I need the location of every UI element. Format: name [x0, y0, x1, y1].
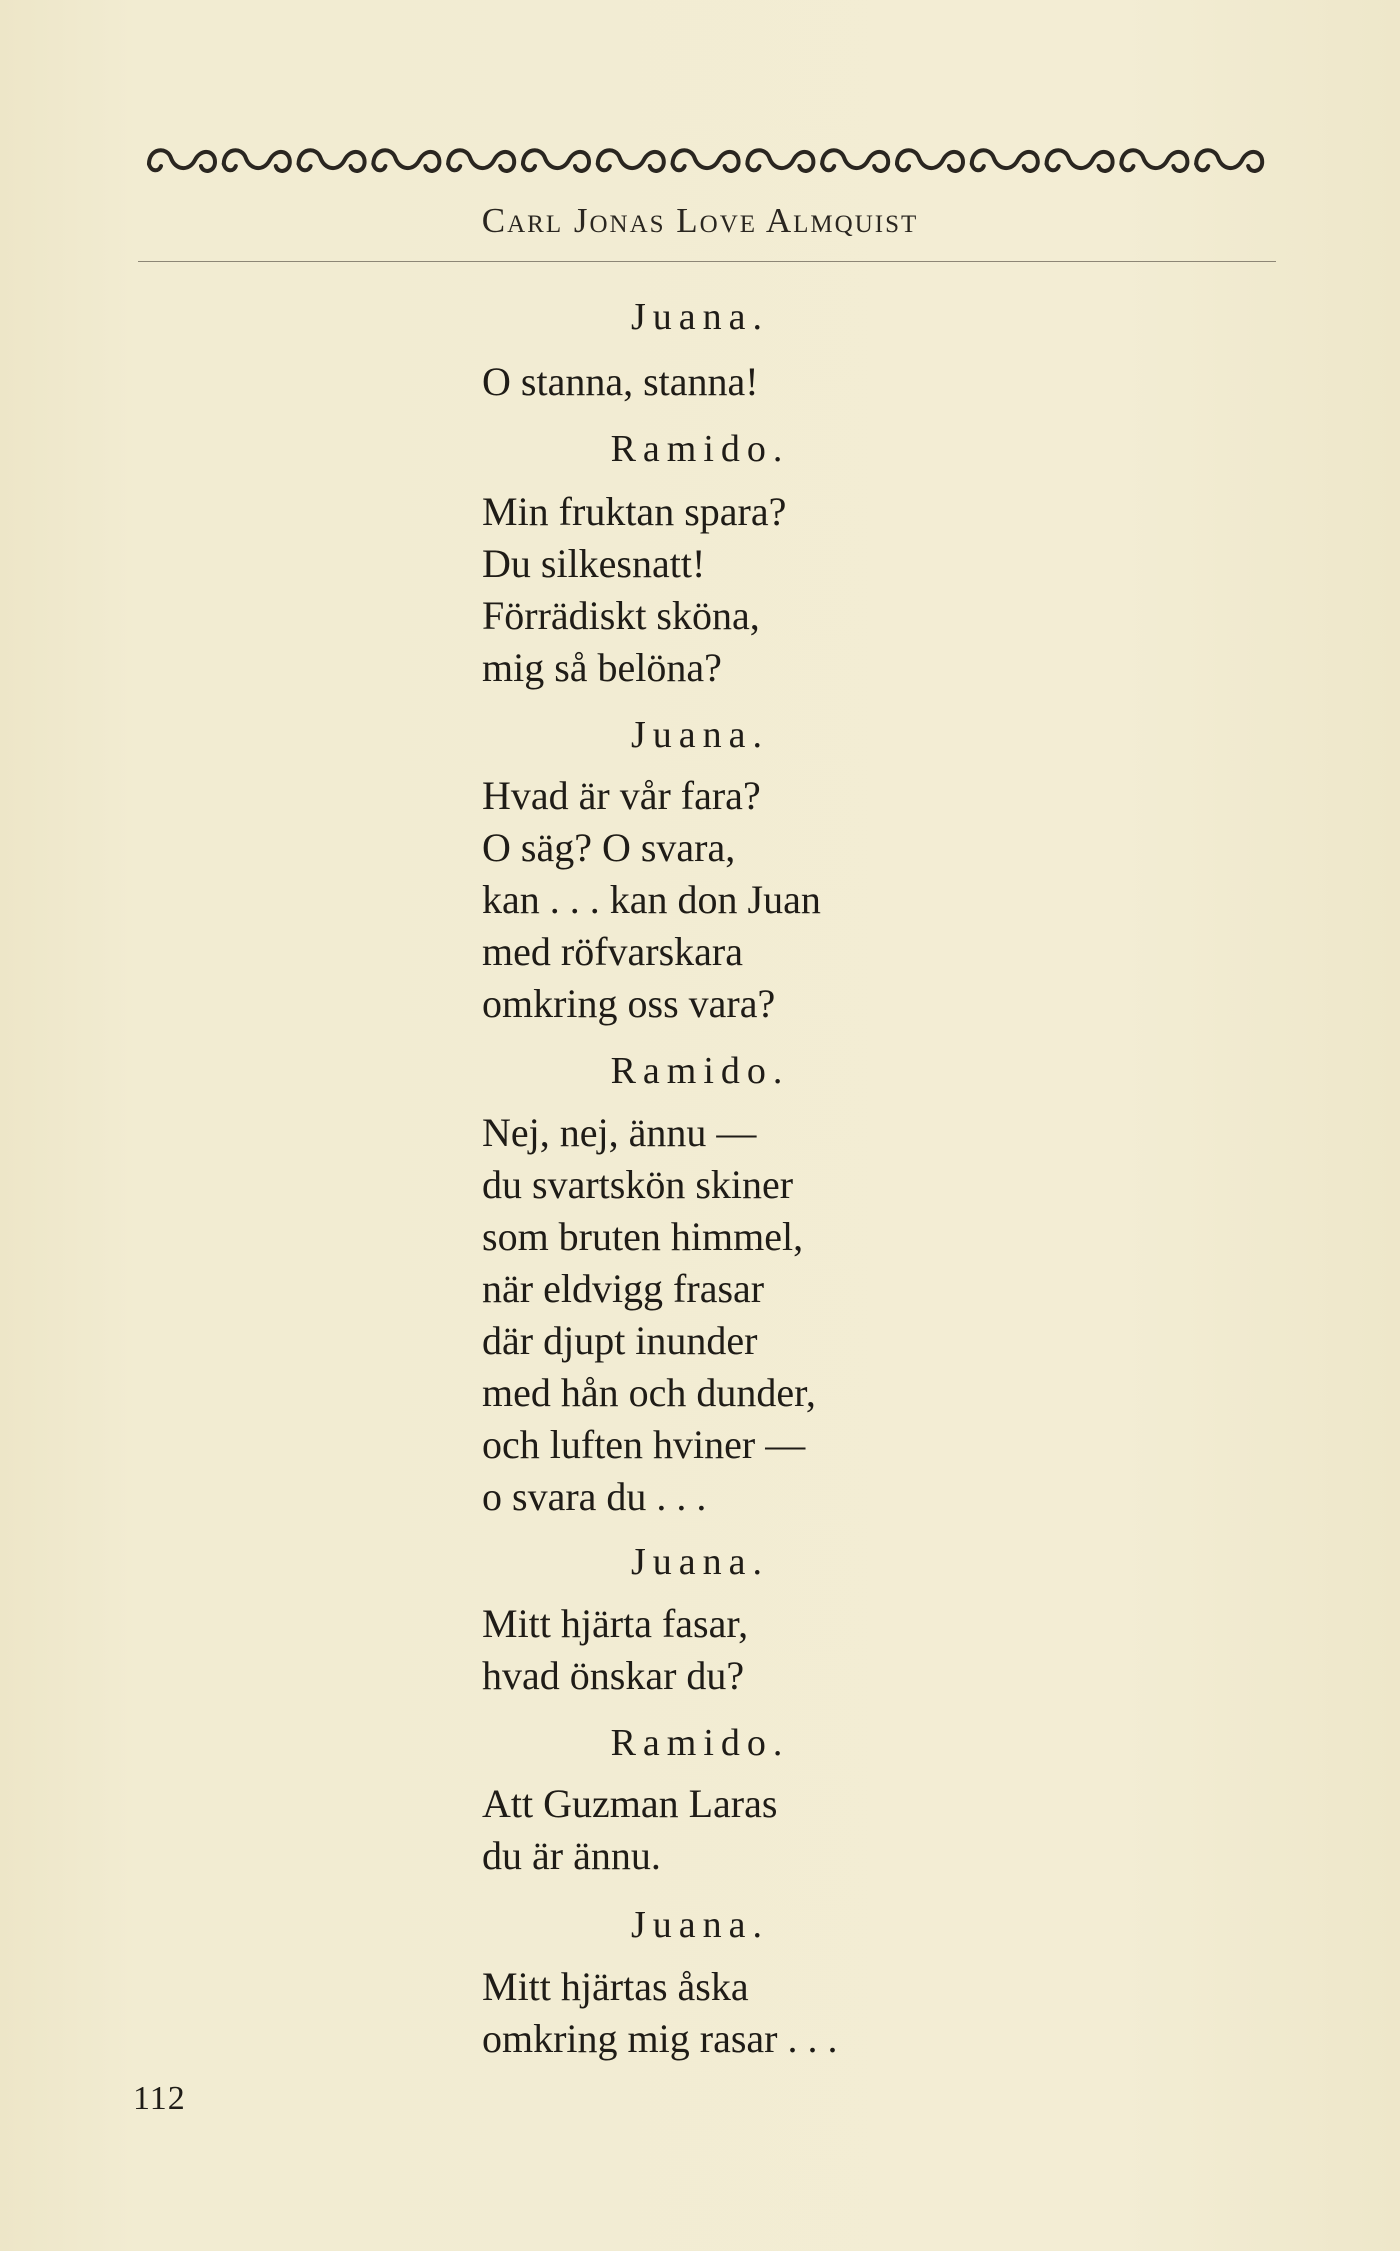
ornament-curl: [224, 164, 236, 170]
speaker-name: Ramido.: [610, 1050, 790, 1092]
ornament-curl: [523, 164, 535, 170]
verse-line: Förrädiskt sköna,: [482, 593, 760, 638]
wave-scroll-ornament-icon: [145, 140, 1267, 180]
verse-line: Mitt hjärta fasar,: [482, 1601, 749, 1646]
speaker-name: Juana.: [630, 1904, 770, 1946]
verse-line: O stanna, stanna!: [482, 359, 759, 404]
verse-line: Hvad är vår fara?: [482, 773, 761, 818]
speaker-name: Ramido.: [610, 1722, 790, 1764]
verse-line: omkring mig rasar . . .: [482, 2016, 838, 2061]
verse-line: och luften hviner —: [482, 1422, 806, 1467]
verse-line: omkring oss vara?: [482, 981, 776, 1026]
verse-line: med röfvarskara: [482, 929, 743, 974]
verse-line: Min fruktan spara?: [482, 489, 787, 534]
ornament-curl: [299, 164, 311, 170]
verse-line: när eldvigg frasar: [482, 1266, 765, 1311]
ornament-curl: [747, 164, 759, 170]
speaker-name: Juana.: [630, 296, 770, 338]
verse-line: o svara du . . .: [482, 1474, 707, 1519]
verse-line: Du silkesnatt!: [482, 541, 706, 586]
ornament-curl: [149, 164, 161, 170]
ornament-curl: [1121, 164, 1133, 170]
ornament-curl: [448, 164, 460, 170]
verse-line: du svartskön skiner: [482, 1162, 794, 1207]
verse-line: O säg? O svara,: [482, 825, 736, 870]
speaker-name: Ramido.: [610, 428, 790, 470]
verse-line: du är ännu.: [482, 1833, 661, 1878]
ornament-curl: [972, 164, 984, 170]
verse-line: hvad önskar du?: [482, 1653, 745, 1698]
verse-line: Nej, nej, ännu —: [482, 1110, 757, 1155]
header-rule: [138, 261, 1276, 262]
ornament-curl: [1196, 164, 1208, 170]
speaker-name: Juana.: [630, 1541, 770, 1583]
verse-line: Att Guzman Laras: [482, 1781, 778, 1826]
running-head-author: Carl Jonas Love Almquist: [481, 201, 919, 240]
verse-line: med hån och dunder,: [482, 1370, 816, 1415]
ornament-curl: [1047, 164, 1059, 170]
ornament-curl: [598, 164, 610, 170]
ornament-curl: [822, 164, 834, 170]
verse-line: som bruten himmel,: [482, 1214, 804, 1259]
ornament-curl: [897, 164, 909, 170]
ornament-curl: [373, 164, 385, 170]
verse-line: mig så belöna?: [482, 645, 722, 690]
speaker-name: Juana.: [630, 714, 770, 756]
verse-line: Mitt hjärtas åska: [482, 1964, 749, 2009]
ornament-curl: [673, 164, 685, 170]
page-number: 112: [133, 2080, 186, 2117]
verse-line: där djupt inunder: [482, 1318, 758, 1363]
verse-line: kan . . . kan don Juan: [482, 877, 821, 922]
